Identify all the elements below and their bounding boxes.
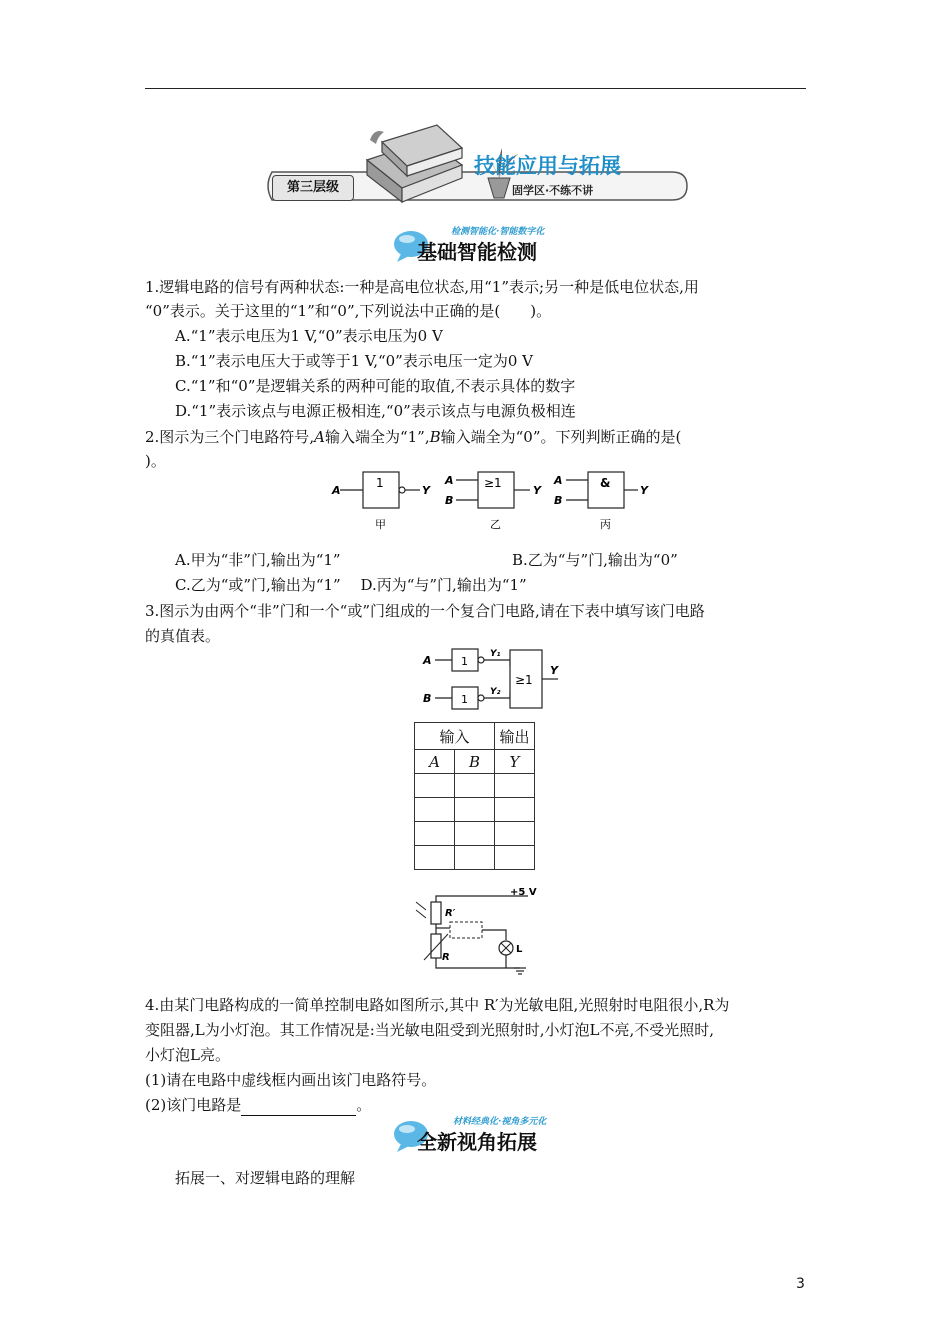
q4-photoresistor-label: R′ xyxy=(445,908,456,919)
banner-title: 技能应用与拓展 xyxy=(474,154,621,178)
truth-header-output: 输出 xyxy=(495,723,535,750)
q4-lamp-label: L xyxy=(516,944,523,955)
level-label: 第三层级 xyxy=(272,175,354,201)
q4-line2: 变阻器,L为小灯泡。其工作情况是:当光敏电阻受到光照射时,小灯泡L不亮,不受光照时, xyxy=(145,1021,715,1039)
q4-sub2 xyxy=(145,1094,371,1116)
q3-not2-symbol: 1 xyxy=(461,693,468,706)
q3-input-b: B xyxy=(423,692,432,705)
q1-option-b: B.“1”表示电压大于或等于1 V,“0”表示电压一定为0 V xyxy=(175,352,533,370)
yi-symbol: ≥1 xyxy=(484,476,502,490)
banner-subtitle: 固学区·不练不讲 xyxy=(512,184,594,197)
yi-input1-label: A xyxy=(445,474,454,487)
q2-text-e: 输入端全为“0”。下列判断正确的是( xyxy=(440,428,682,446)
section-heading-basic xyxy=(393,224,563,264)
truth-col-b: B xyxy=(455,750,495,774)
q3-line1: 3.图示为由两个“非”门和一个“或”门组成的一个复合门电路,请在下表中填写该门电路 xyxy=(145,602,705,620)
page-number: 3 xyxy=(796,1276,805,1292)
table-row xyxy=(415,774,535,798)
jia-input-label: A xyxy=(332,484,341,497)
yi-output-label: Y xyxy=(533,484,541,497)
truth-table xyxy=(414,722,535,870)
bing-input1-label: A xyxy=(554,474,563,487)
table-cell[interactable] xyxy=(455,822,495,846)
table-cell[interactable] xyxy=(495,774,535,798)
q1-line2: “0”表示。关于这里的“1”和“0”,下列说法中正确的是( )。 xyxy=(145,302,552,320)
extension-heading: 拓展一、对逻辑电路的理解 xyxy=(175,1169,356,1187)
q4-line1: 4.由某门电路构成的一简单控制电路如图所示,其中 R′为光敏电阻,光照射时电阻很小,R为 xyxy=(145,996,730,1014)
level-banner xyxy=(262,120,692,215)
q3-y1-label: Y₁ xyxy=(490,649,501,659)
q3-output-y: Y xyxy=(550,664,558,677)
truth-col-y: Y xyxy=(495,750,535,774)
table-cell[interactable] xyxy=(415,846,455,870)
table-cell[interactable] xyxy=(415,822,455,846)
q1-option-c: C.“1”和“0”是逻辑关系的两种可能的取值,不表示具体的数字 xyxy=(175,377,576,395)
answer-blank[interactable] xyxy=(241,1099,356,1116)
jia-caption: 甲 xyxy=(375,518,386,531)
q2-var-a: A xyxy=(314,428,325,446)
bing-caption: 丙 xyxy=(600,518,611,531)
q4-line3: 小灯泡L亮。 xyxy=(145,1046,230,1064)
q3-input-a: A xyxy=(423,654,432,667)
q1-line1: 1.逻辑电路的信号有两种状态:一种是高电位状态,用“1”表示;另一种是低电位状态,用 xyxy=(145,278,699,296)
table-cell[interactable] xyxy=(495,846,535,870)
q2-var-b: B xyxy=(429,428,441,446)
table-cell[interactable] xyxy=(455,774,495,798)
header-rule xyxy=(145,88,806,89)
truth-header-input: 输入 xyxy=(415,723,495,750)
q2-line1 xyxy=(145,426,681,448)
q4-sub1: (1)请在电路中虚线框内画出该门电路符号。 xyxy=(145,1071,437,1089)
q3-line2: 的真值表。 xyxy=(145,627,221,645)
jia-symbol: 1 xyxy=(376,476,384,490)
section-title: 基础智能检测 xyxy=(417,240,537,264)
table-row xyxy=(415,822,535,846)
table-cell[interactable] xyxy=(495,822,535,846)
table-row xyxy=(415,846,535,870)
q2-option-cd: C.乙为“或”门,输出为“1” D.丙为“与”门,输出为“1” xyxy=(175,576,527,594)
q2-gate-diagram xyxy=(330,466,660,536)
table-cell[interactable] xyxy=(455,798,495,822)
table-cell[interactable] xyxy=(415,774,455,798)
section-subtitle: 材料经典化·视角多元化 xyxy=(453,1117,547,1127)
q2-text-a: 2.图示为三个门电路符号, xyxy=(145,428,315,446)
q4-voltage-label: +5 V xyxy=(510,888,537,898)
table-cell[interactable] xyxy=(415,798,455,822)
yi-caption: 乙 xyxy=(490,518,501,531)
q4-circuit-diagram xyxy=(410,888,550,976)
section-title: 全新视角拓展 xyxy=(417,1130,537,1154)
q1-option-d: D.“1”表示该点与电源正极相连,“0”表示该点与电源负极相连 xyxy=(175,402,576,420)
table-cell[interactable] xyxy=(455,846,495,870)
q3-y2-label: Y₂ xyxy=(490,687,501,697)
q4-sub2-end: 。 xyxy=(356,1096,372,1114)
truth-col-a: A xyxy=(415,750,455,774)
table-row xyxy=(415,798,535,822)
q1-option-a: A.“1”表示电压为1 V,“0”表示电压为0 V xyxy=(175,327,443,345)
q4-dashed-box xyxy=(450,922,482,938)
section-heading-extension xyxy=(393,1114,568,1154)
q2-line2: )。 xyxy=(145,452,166,470)
q4-sub2-text: (2)该门电路是 xyxy=(145,1096,242,1114)
q2-option-b: B.乙为“与”门,输出为“0” xyxy=(512,551,678,569)
q2-text-c: 输入端全为“1”, xyxy=(324,428,430,446)
q4-rheostat-label: R xyxy=(442,952,450,963)
q2-option-a: A.甲为“非”门,输出为“1” xyxy=(175,551,341,569)
q3-or-symbol: ≥1 xyxy=(515,673,533,687)
section-subtitle: 检测智能化·智能数字化 xyxy=(451,227,545,237)
yi-input2-label: B xyxy=(445,494,454,507)
q3-not1-symbol: 1 xyxy=(461,655,468,668)
jia-output-label: Y xyxy=(422,484,430,497)
bing-symbol: & xyxy=(600,476,611,490)
table-cell[interactable] xyxy=(495,798,535,822)
bing-output-label: Y xyxy=(640,484,648,497)
bing-input2-label: B xyxy=(554,494,563,507)
q3-circuit-diagram xyxy=(420,644,570,714)
